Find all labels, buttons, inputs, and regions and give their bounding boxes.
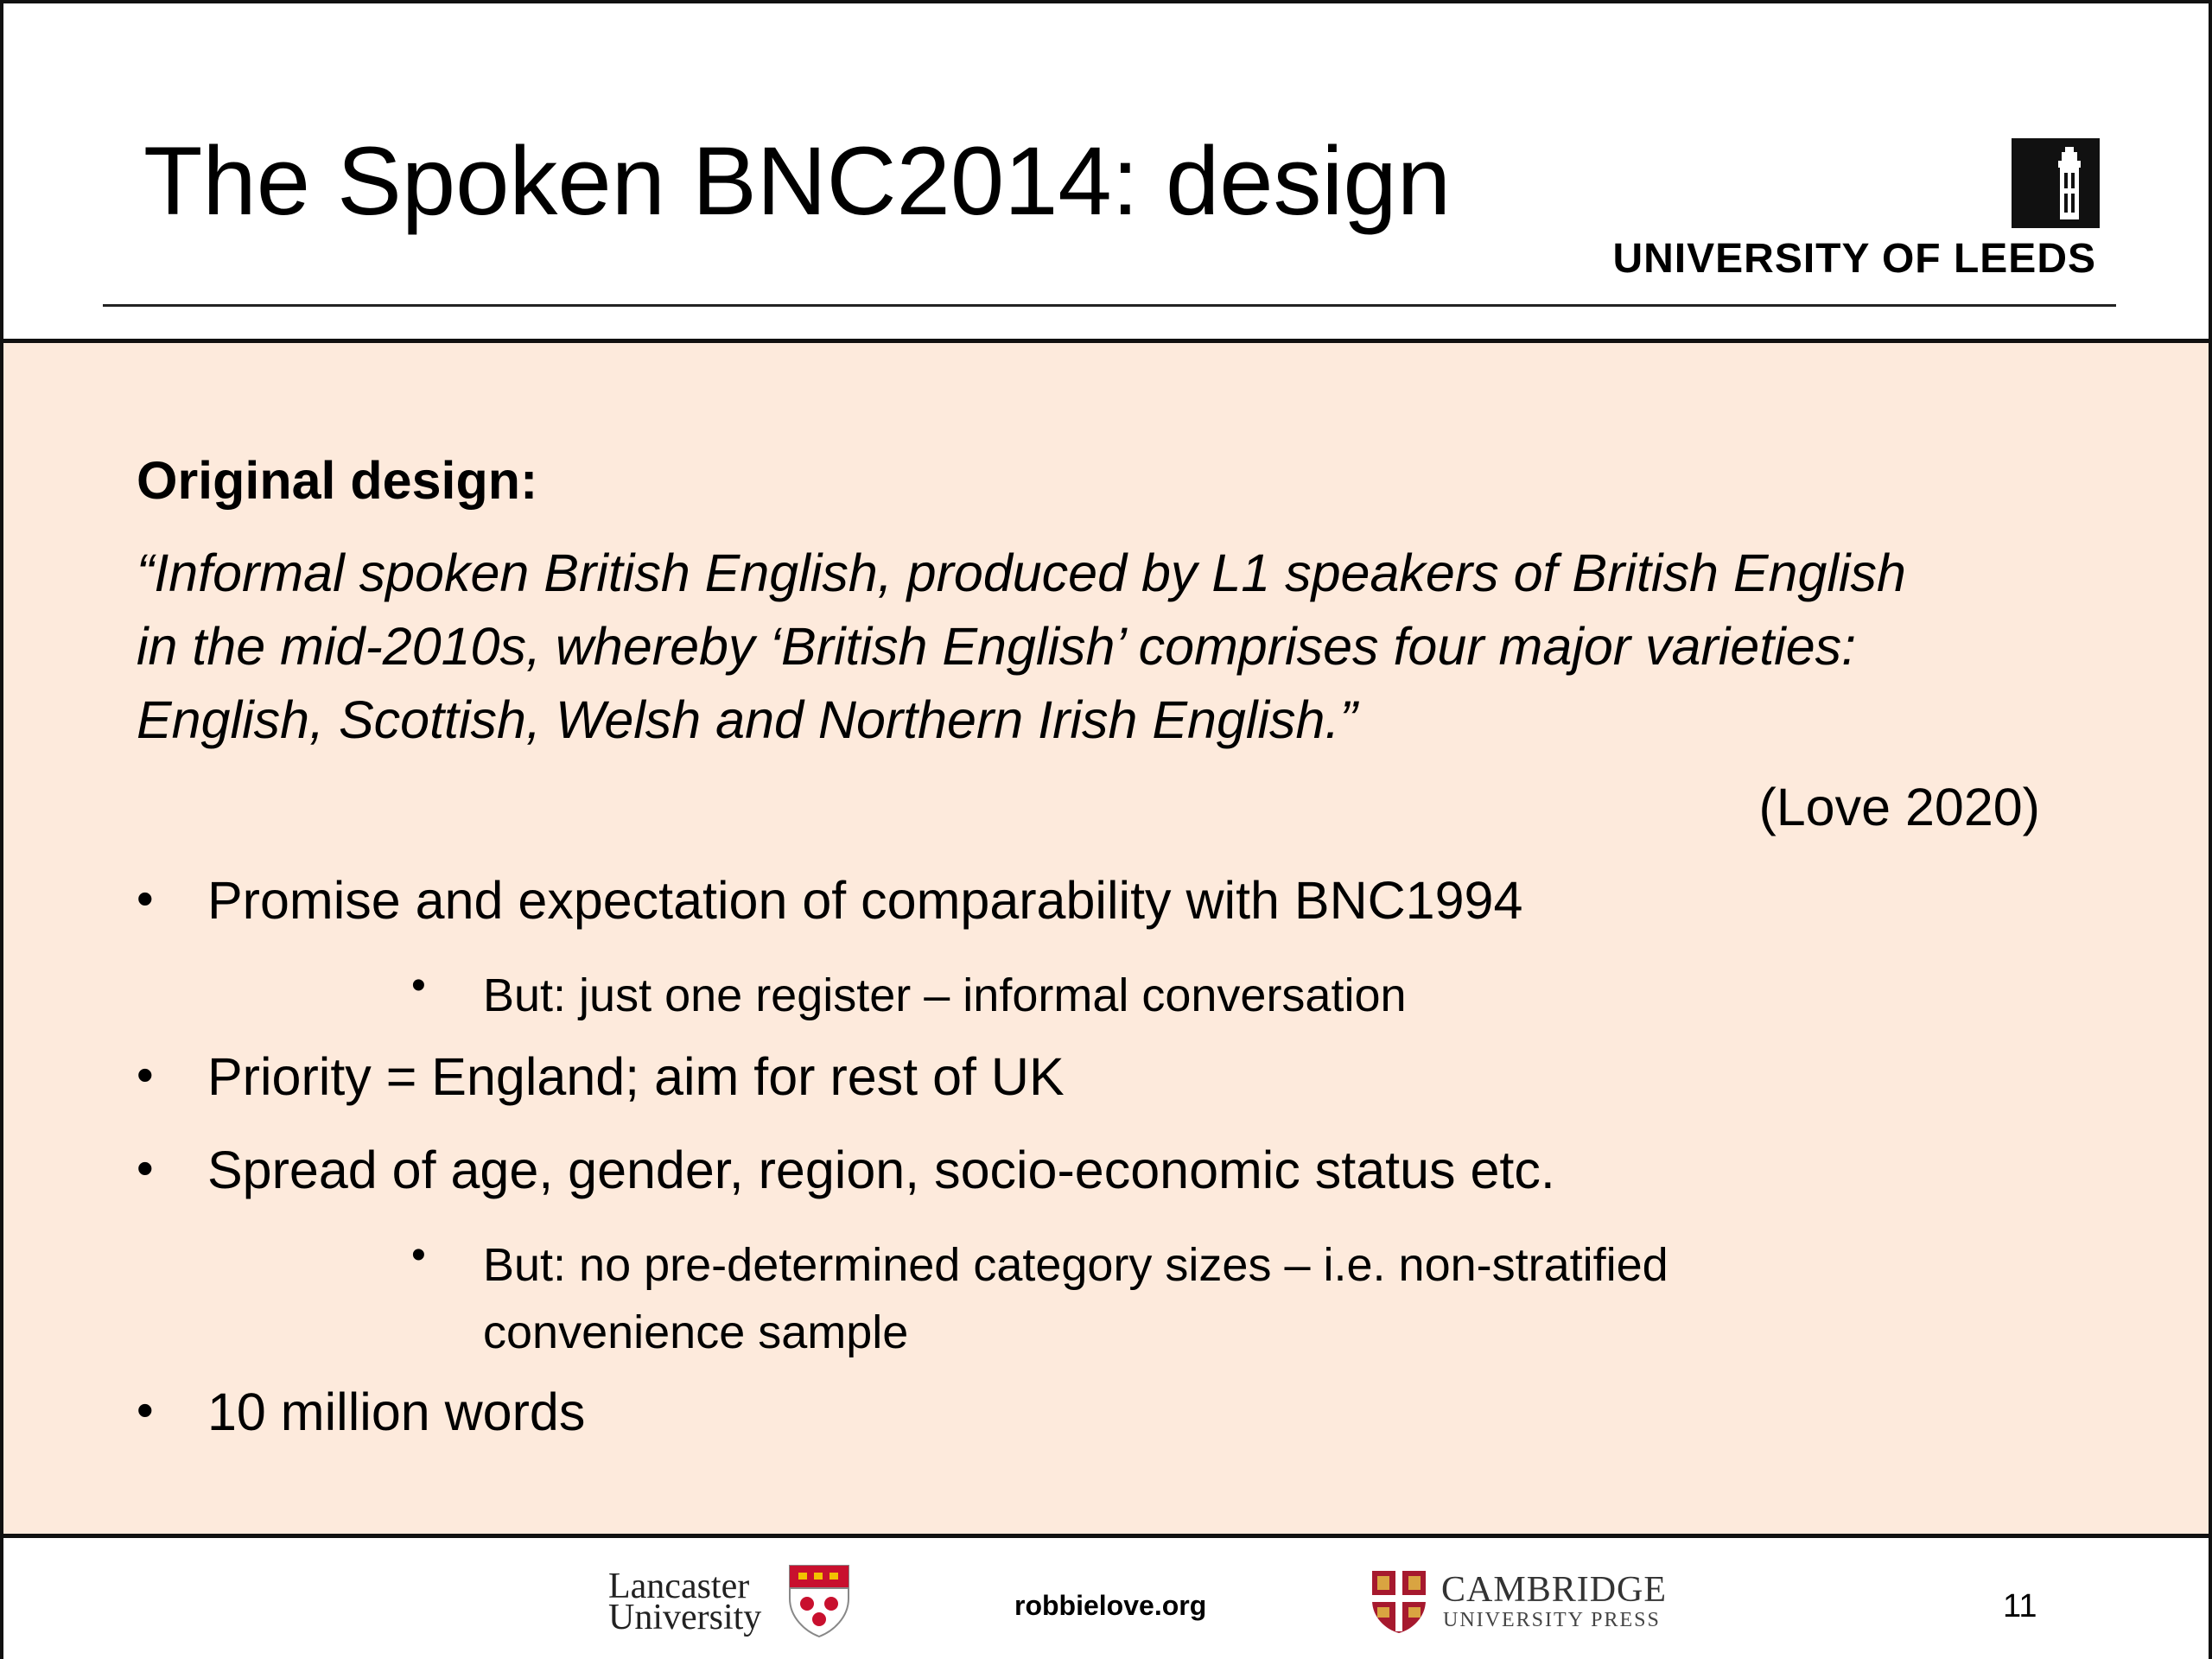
header-divider <box>103 304 2116 307</box>
section-heading: Original design: <box>137 451 538 510</box>
bullet-icon: • <box>411 963 426 1008</box>
page-number: 11 <box>2003 1588 2037 1624</box>
bullet-icon: • <box>137 871 154 925</box>
list-item-text: Priority = England; aim for rest of UK <box>207 1047 1065 1106</box>
lancaster-shield-icon <box>788 1564 850 1638</box>
slide-title: The Spoken BNC2014: design <box>143 127 1451 235</box>
content-panel <box>3 339 2209 1538</box>
list-item-text: But: just one register – informal conversation <box>483 969 1407 1021</box>
cambridge-university-press-logo <box>1370 1569 1681 1638</box>
cambridge-logo-text: CAMBRIDGE <box>1441 1570 1668 1610</box>
list-item-text: convenience sample <box>483 1306 909 1358</box>
list-item-text: Promise and expectation of comparability with BNC1994 <box>207 871 1523 930</box>
cambridge-logo-subtext: UNIVERSITY PRESS <box>1443 1609 1661 1631</box>
bullet-icon: • <box>137 1141 154 1195</box>
quote-line: “Informal spoken British English, produced by L1 speakers of British English <box>137 543 1906 602</box>
list-item-text: Spread of age, gender, region, socio-economic status etc. <box>207 1141 1555 1199</box>
definition-quote <box>137 537 2081 757</box>
leeds-tower-icon <box>2012 138 2100 228</box>
quote-line: English, Scottish, Welsh and Northern Irish English.” <box>137 690 1357 749</box>
website-link[interactable]: robbielove.org <box>1014 1590 1207 1621</box>
lancaster-logo-text: Lancaster <box>608 1567 750 1606</box>
list-item-text: 10 million words <box>207 1382 586 1441</box>
leeds-logo-text: UNIVERSITY OF LEEDS <box>1612 236 2096 282</box>
university-of-leeds-logo <box>1612 138 2103 285</box>
list-item-text: But: no pre-determined category sizes – i.e. non-stratified <box>483 1239 1669 1291</box>
slide-footer <box>3 1538 2209 1659</box>
bullet-icon: • <box>411 1232 426 1278</box>
cambridge-crest-icon <box>1370 1569 1427 1635</box>
bullet-icon: • <box>137 1047 154 1102</box>
citation: (Love 2020) <box>1758 778 2040 836</box>
quote-line: in the mid-2010s, whereby ‘British English’ comprises four major varieties: <box>137 617 1857 676</box>
bullet-icon: • <box>137 1382 154 1437</box>
lancaster-logo-text: University <box>608 1598 762 1637</box>
lancaster-university-logo <box>608 1564 850 1650</box>
